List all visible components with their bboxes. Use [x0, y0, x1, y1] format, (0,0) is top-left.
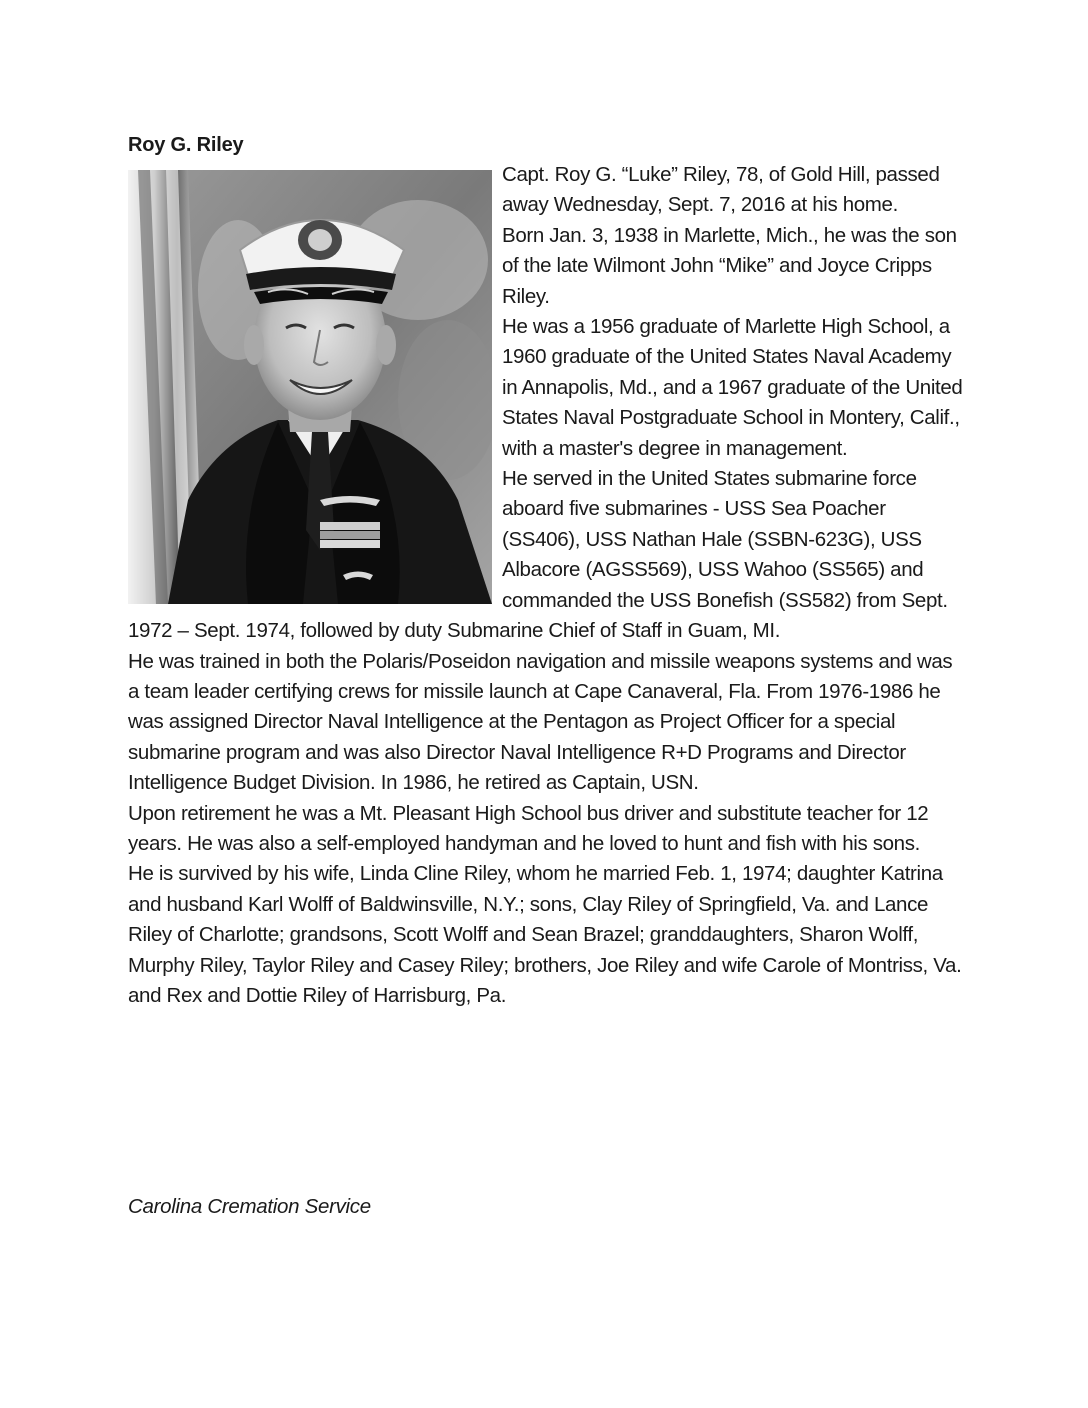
- paragraph-retirement: Upon retirement he was a Mt. Pleasant High School bus driver and substitute teacher for 12 years. He was also a self-employed handyman and he loved to hunt and fish with his sons.: [128, 801, 929, 855]
- paragraph-education: He was a 1956 graduate of Marlette High School, a 1960 graduate of the United States Naval Academy in Annapolis, Md., and a 1967 graduate of the United States Naval Postgraduate School in Montery, Calif., with a master's degree in management.: [502, 315, 963, 460]
- obituary-body: [128, 160, 968, 1011]
- paragraph-career: He was trained in both the Polaris/Poseidon navigation and missile weapons systems and was a team leader certifying crews for missile launch at Cape Canaveral, Fla. From 1976-1986 he was assigned Director Naval Intelligence at the Pentagon as Project Officer for a special submarine program and was also Director Naval Intelligence R+D Programs and Director Intelligence Budget Division. In 1986, he retired as Captain, USN.: [128, 649, 953, 795]
- page-title: Roy G. Riley: [128, 134, 244, 156]
- photo-wrap-spacer: [128, 160, 502, 608]
- funeral-home-signoff: Carolina Cremation Service: [128, 1195, 371, 1218]
- paragraph-survivors: He is survived by his wife, Linda Cline Riley, whom he married Feb. 1, 1974; daughter Katrina and husband Karl Wolff of Baldwinsville, N.Y.; sons, Clay Riley of Springfield, Va. and Lance Riley of Charlotte; grandsons, Scott Wolff and Sean Brazel; granddaughters, Sharon Wolff, Murphy Riley, Taylor Riley and Casey Riley; brothers, Joe Riley and wife Carole of Montriss, Va. and Rex and Dottie Riley of Harrisburg, Pa.: [128, 862, 962, 1007]
- paragraph-death-notice: Capt. Roy G. “Luke” Riley, 78, of Gold Hill, passed away Wednesday, Sept. 7, 2016 at his home.: [502, 163, 940, 217]
- paragraph-submarine-service: He served in the United States submarine force aboard five submarines - USS Sea Poacher (SS406), USS Nathan Hale (SSBN-623G), USS Albacore (AGSS569), USS Wahoo (SS565) and commanded the USS Bonefish (SS582) from Sept. 1972 – Sept. 1974, followed by duty Submarine Chief of Staff in Guam, MI.: [128, 467, 948, 643]
- paragraph-birth: Born Jan. 3, 1938 in Marlette, Mich., he was the son of the late Wilmont John “Mike” and Joyce Cripps Riley.: [502, 223, 957, 308]
